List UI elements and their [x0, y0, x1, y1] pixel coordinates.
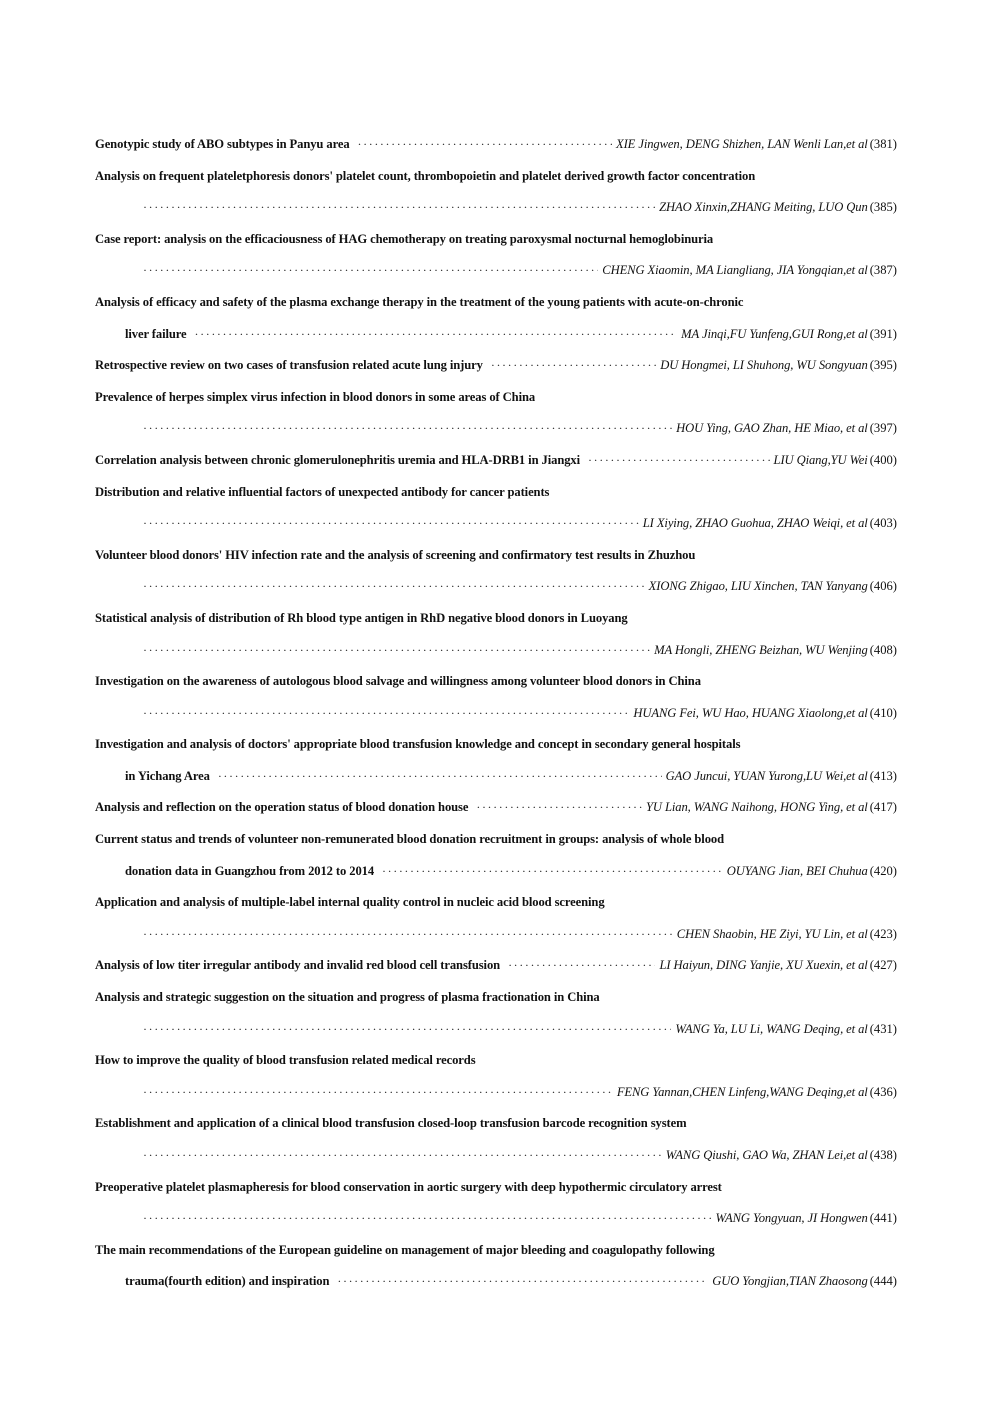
toc-line — [95, 287, 897, 319]
toc-entry[interactable] — [95, 1045, 897, 1108]
article-title-continued: trauma(fourth edition) and inspiration — [125, 1274, 330, 1289]
leader-dots — [508, 950, 655, 982]
toc-line — [95, 1140, 897, 1172]
page-number: ( 420 ) — [870, 856, 897, 888]
toc-line — [95, 571, 897, 603]
leader-dots — [382, 856, 723, 888]
page-number: ( 431 ) — [870, 1014, 897, 1046]
article-authors: MA Jinqi,FU Yunfeng,GUI Rong,et al — [681, 326, 868, 341]
leader-dots — [143, 919, 673, 951]
page-number: ( 395 ) — [870, 350, 897, 382]
toc-entry[interactable] — [95, 350, 897, 382]
leader-dots — [491, 350, 656, 382]
article-title: Genotypic study of ABO subtypes in Panyu area — [95, 137, 350, 151]
toc-entry[interactable] — [95, 382, 897, 445]
leader-dots — [143, 508, 639, 540]
article-authors: GUO Yongjian,TIAN Zhaosong — [712, 1274, 868, 1289]
toc-line — [95, 635, 897, 667]
page-number: ( 417 ) — [870, 792, 897, 824]
toc-entry[interactable] — [95, 224, 897, 287]
article-title: Application and analysis of multiple-label internal quality control in nucleic acid blood screening — [95, 895, 605, 910]
toc-line — [95, 508, 897, 540]
toc-line — [95, 666, 897, 698]
toc-line — [95, 603, 897, 635]
page-number: ( 381 ) — [870, 129, 897, 161]
article-title: Retrospective review on two cases of transfusion related acute lung injury — [95, 358, 483, 373]
leader-dots — [143, 1077, 613, 1109]
article-title: Analysis and strategic suggestion on the situation and progress of plasma fractionation in China — [95, 990, 600, 1005]
article-authors: LIU Qiang,YU Wei — [773, 452, 868, 467]
leader-dots — [337, 1266, 708, 1298]
article-title: Analysis of efficacy and safety of the plasma exchange therapy in the treatment of the young patients with acute-on-chronic — [95, 294, 744, 309]
toc-line — [95, 255, 897, 287]
leader-dots — [358, 129, 612, 161]
page-number: ( 427 ) — [870, 950, 897, 982]
toc-line — [95, 792, 897, 824]
article-authors: FENG Yannan,CHEN Linfeng,WANG Deqing,et al — [616, 1084, 868, 1099]
toc-line — [95, 950, 897, 982]
toc-entry[interactable] — [95, 729, 897, 792]
toc-line — [95, 413, 897, 445]
article-authors: OUYANG Jian, BEI Chuhua — [726, 863, 868, 878]
toc-entry[interactable] — [95, 287, 897, 350]
article-authors: WANG Ya, LU Li, WANG Deqing, et al — [675, 1021, 868, 1036]
toc-line — [95, 382, 897, 414]
toc-line — [95, 1045, 897, 1077]
toc-entry[interactable] — [95, 792, 897, 824]
toc-entry[interactable] — [95, 887, 897, 950]
page-number: ( 387 ) — [870, 255, 897, 287]
toc-line — [95, 1108, 897, 1140]
article-authors: LI Haiyun, DING Yanjie, XU Xuexin, et al — [659, 958, 868, 973]
page-number: ( 423 ) — [870, 919, 897, 951]
article-authors: MA Hongli, ZHENG Beizhan, WU Wenjing — [654, 642, 868, 657]
article-title-continued: donation data in Guangzhou from 2012 to 2014 — [125, 863, 375, 878]
toc-entry[interactable] — [95, 1235, 897, 1298]
toc-line — [95, 192, 897, 224]
leader-dots — [143, 1140, 662, 1172]
article-authors: WANG Qiushi, GAO Wa, ZHAN Lei,et al — [665, 1148, 868, 1162]
leader-dots — [476, 792, 642, 824]
page-number: ( 438 ) — [870, 1140, 897, 1172]
page-number: ( 436 ) — [870, 1077, 897, 1109]
toc-line — [95, 824, 897, 856]
page-number: ( 400 ) — [870, 445, 897, 477]
article-title: How to improve the quality of blood transfusion related medical records — [95, 1053, 476, 1068]
article-title: Volunteer blood donors' HIV infection rate and the analysis of screening and confirmatory test results in Zhuzhou — [95, 547, 696, 562]
leader-dots — [143, 413, 672, 445]
leader-dots — [143, 698, 629, 730]
toc-line — [95, 887, 897, 919]
article-title: Case report: analysis on the efficaciousness of HAG chemotherapy on treating paroxysmal nocturnal hemoglobinuria — [95, 231, 714, 246]
leader-dots — [143, 1203, 712, 1235]
toc-entry[interactable] — [95, 540, 897, 603]
page-number: ( 413 ) — [870, 761, 897, 793]
table-of-contents — [95, 129, 897, 1298]
article-title: Distribution and relative influential factors of unexpected antibody for cancer patients — [95, 484, 550, 499]
toc-line — [95, 1203, 897, 1235]
page-number: ( 410 ) — [870, 698, 897, 730]
article-title: Establishment and application of a clinical blood transfusion closed-loop transfusion barcode recognition system — [95, 1116, 687, 1131]
leader-dots — [195, 319, 678, 351]
toc-entry[interactable] — [95, 129, 897, 161]
toc-line — [95, 1266, 897, 1298]
toc-entry[interactable] — [95, 445, 897, 477]
article-authors: HUANG Fei, WU Hao, HUANG Xiaolong,et al — [633, 705, 868, 720]
article-authors: LI Xiying, ZHAO Guohua, ZHAO Weiqi, et al — [642, 516, 868, 531]
toc-line — [95, 919, 897, 951]
article-authors: WANG Yongyuan, JI Hongwen — [715, 1211, 868, 1226]
article-title: Preoperative platelet plasmapheresis for blood conservation in aortic surgery with deep hypothermic circulatory arrest — [95, 1179, 722, 1194]
article-authors: ZHAO Xinxin,ZHANG Meiting, LUO Qun — [659, 200, 868, 215]
toc-entry[interactable] — [95, 982, 897, 1045]
article-title: Prevalence of herpes simplex virus infection in blood donors in some areas of China — [95, 389, 536, 404]
page-number: ( 444 ) — [870, 1266, 897, 1298]
toc-line — [95, 1235, 897, 1267]
toc-line — [95, 445, 897, 477]
toc-entry[interactable] — [95, 824, 897, 887]
leader-dots — [143, 1014, 671, 1046]
leader-dots — [143, 255, 598, 287]
toc-line — [95, 477, 897, 509]
toc-entry[interactable] — [95, 161, 897, 224]
toc-entry[interactable] — [95, 1108, 897, 1171]
article-authors: DU Hongmei, LI Shuhong, WU Songyuan — [660, 358, 868, 373]
article-title: Correlation analysis between chronic glomerulonephritis uremia and HLA-DRB1 in Jiangxi — [95, 452, 581, 467]
toc-line — [95, 1172, 897, 1204]
article-title-continued: liver failure — [125, 326, 187, 341]
leader-dots — [588, 445, 770, 477]
toc-entry[interactable] — [95, 1172, 897, 1235]
article-title: Analysis of low titer irregular antibody and invalid red blood cell transfusion — [95, 958, 501, 973]
page-number: ( 408 ) — [870, 635, 897, 667]
toc-line — [95, 1077, 897, 1109]
toc-line — [95, 761, 897, 793]
page-number: ( 397 ) — [870, 413, 897, 445]
toc-entry[interactable] — [95, 603, 897, 666]
toc-line — [95, 224, 897, 256]
toc-line — [95, 729, 897, 761]
toc-line — [95, 540, 897, 572]
toc-line — [95, 1014, 897, 1046]
toc-entry[interactable] — [95, 666, 897, 729]
toc-line — [95, 319, 897, 351]
toc-entry[interactable] — [95, 477, 897, 540]
toc-line — [95, 698, 897, 730]
page-number: ( 406 ) — [870, 571, 897, 603]
page-number: ( 441 ) — [870, 1203, 897, 1235]
article-title: Investigation and analysis of doctors' appropriate blood transfusion knowledge and concept in secondary general hospitals — [95, 737, 741, 752]
leader-dots — [143, 571, 645, 603]
toc-line — [95, 129, 897, 161]
page-number: ( 403 ) — [870, 508, 897, 540]
page-number: ( 391 ) — [870, 319, 897, 351]
article-title: Statistical analysis of distribution of Rh blood type antigen in RhD negative blood donors in Luoyang — [95, 610, 628, 625]
article-title: Analysis and reflection on the operation status of blood donation house — [95, 800, 469, 815]
toc-line — [95, 856, 897, 888]
toc-line — [95, 350, 897, 382]
article-authors: CHEN Shaobin, HE Ziyi, YU Lin, et al — [676, 926, 868, 941]
article-authors: GAO Juncui, YUAN Yurong,LU Wei,et al — [665, 768, 868, 783]
article-title: Investigation on the awareness of autologous blood salvage and willingness among volunteer blood donors in China — [95, 674, 701, 689]
leader-dots — [143, 192, 655, 224]
toc-line — [95, 982, 897, 1014]
leader-dots — [143, 635, 650, 667]
article-authors: XIONG Zhigao, LIU Xinchen, TAN Yanyang — [648, 579, 868, 594]
article-authors: YU Lian, WANG Naihong, HONG Ying, et al — [646, 800, 868, 815]
toc-line — [95, 161, 897, 193]
article-authors: XIE Jingwen, DENG Shizhen, LAN Wenli Lan,et al — [616, 137, 868, 151]
article-title: Analysis on frequent plateletphoresis donors' platelet count, thrombopoietin and platelet derived growth factor concentration — [95, 168, 756, 183]
page-number: ( 385 ) — [870, 192, 897, 224]
leader-dots — [218, 761, 662, 793]
toc-entry[interactable] — [95, 950, 897, 982]
article-authors: HOU Ying, GAO Zhan, HE Miao, et al — [676, 421, 868, 436]
article-title-continued: in Yichang Area — [125, 768, 210, 783]
article-authors: CHENG Xiaomin, MA Liangliang, JIA Yongqian,et al — [602, 263, 868, 278]
article-title: Current status and trends of volunteer non-remunerated blood donation recruitment in groups: analysis of whole blood — [95, 832, 724, 847]
article-title: The main recommendations of the European guideline on management of major bleeding and coagulopathy following — [95, 1242, 715, 1257]
